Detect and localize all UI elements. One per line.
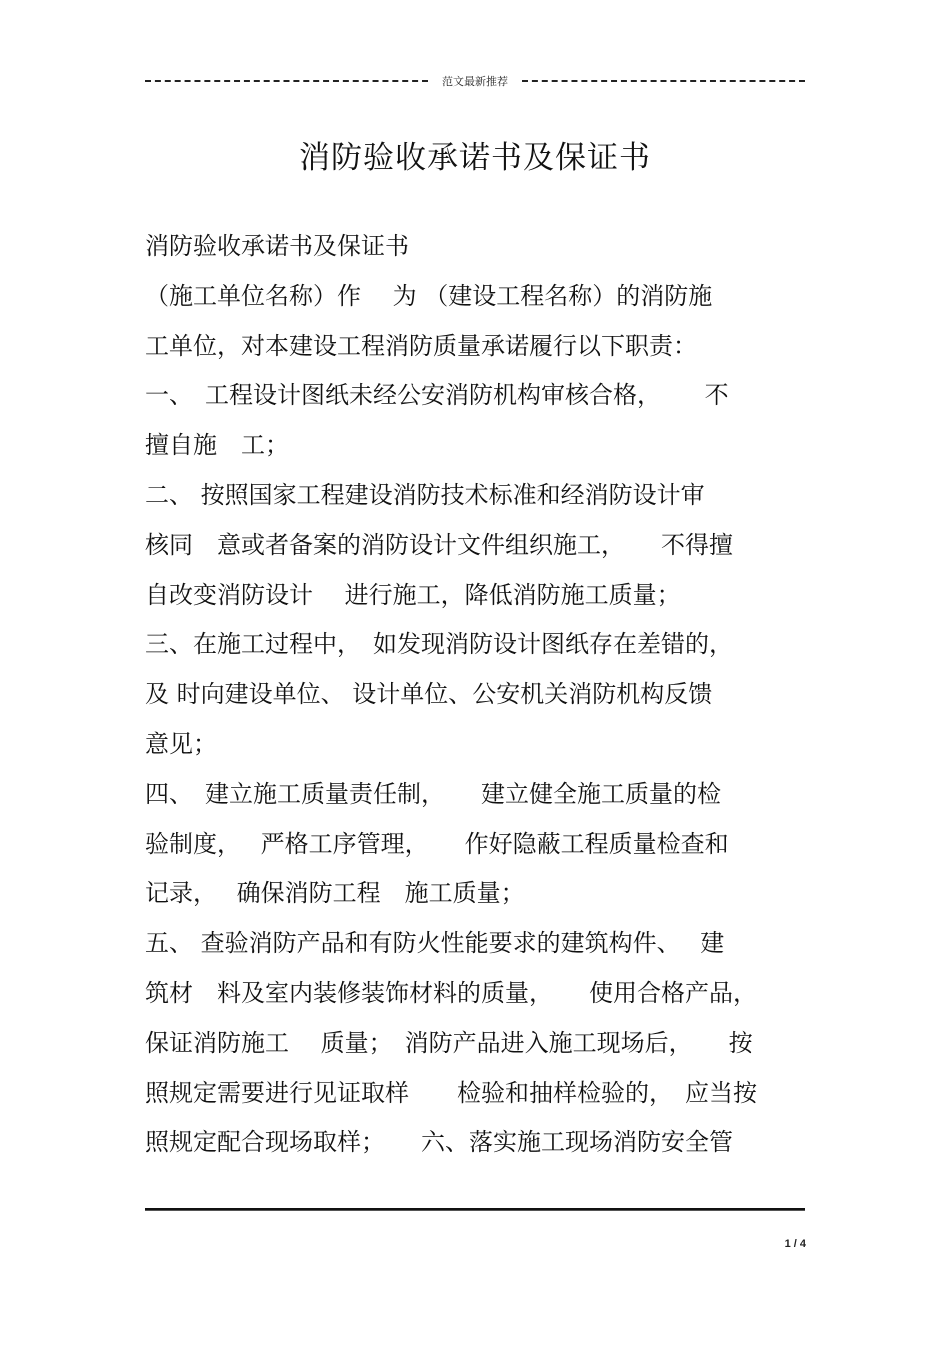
body-line: 记录， 确保消防工程 施工质量； — [145, 879, 525, 908]
body-line: 擅自施 工； — [145, 431, 289, 460]
body-line: 工单位，对本建设工程消防质量承诺履行以下职责： — [145, 331, 697, 360]
body-line: 四、 建立施工质量责任制， 建立健全施工质量的检 — [145, 779, 721, 808]
footer-rule — [145, 1208, 805, 1212]
body-line: 照规定配合现场取样； 六、落实施工现场消防安全管 — [145, 1128, 733, 1157]
body-line: 一、 工程设计图纸未经公安消防机构审核合格， 不 — [145, 381, 729, 410]
body-line: 三、在施工过程中， 如发现消防设计图纸存在差错的， — [145, 630, 733, 659]
page-header — [145, 70, 805, 92]
body-line: 核同 意或者备案的消防设计文件组织施工， 不得擅 — [145, 530, 733, 559]
body-line: 筑材 料及室内装修装饰材料的质量， 使用合格产品， — [145, 978, 757, 1007]
document-body — [145, 222, 825, 1168]
body-line: 二、 按照国家工程建设消防技术标准和经消防设计审 — [145, 480, 705, 509]
body-line: （施工单位名称）作 为 （建设工程名称）的消防施 — [145, 281, 713, 310]
body-line: 照规定需要进行见证取样 检验和抽样检验的， 应当按 — [145, 1078, 757, 1107]
header-text: 范文最新推荐 — [442, 75, 508, 88]
page-number: 1 / 4 — [784, 1238, 806, 1250]
body-line: 五、 查验消防产品和有防火性能要求的建筑构件、 建 — [145, 929, 725, 958]
body-line: 及 时向建设单位、 设计单位、公安机关消防机构反馈 — [145, 680, 713, 709]
header-dashed-rule-right — [522, 80, 805, 82]
body-line: 消防验收承诺书及保证书 — [145, 232, 409, 260]
body-line: 自改变消防设计 进行施工，降低消防施工质量； — [145, 580, 681, 609]
body-line: 保证消防施工 质量； 消防产品进入施工现场后， 按 — [145, 1028, 753, 1057]
header-dashed-rule-left — [145, 80, 428, 82]
body-line: 意见； — [145, 729, 217, 758]
body-line: 验制度， 严格工序管理， 作好隐蔽工程质量检查和 — [145, 829, 729, 858]
document-title: 消防验收承诺书及保证书 — [299, 140, 651, 176]
